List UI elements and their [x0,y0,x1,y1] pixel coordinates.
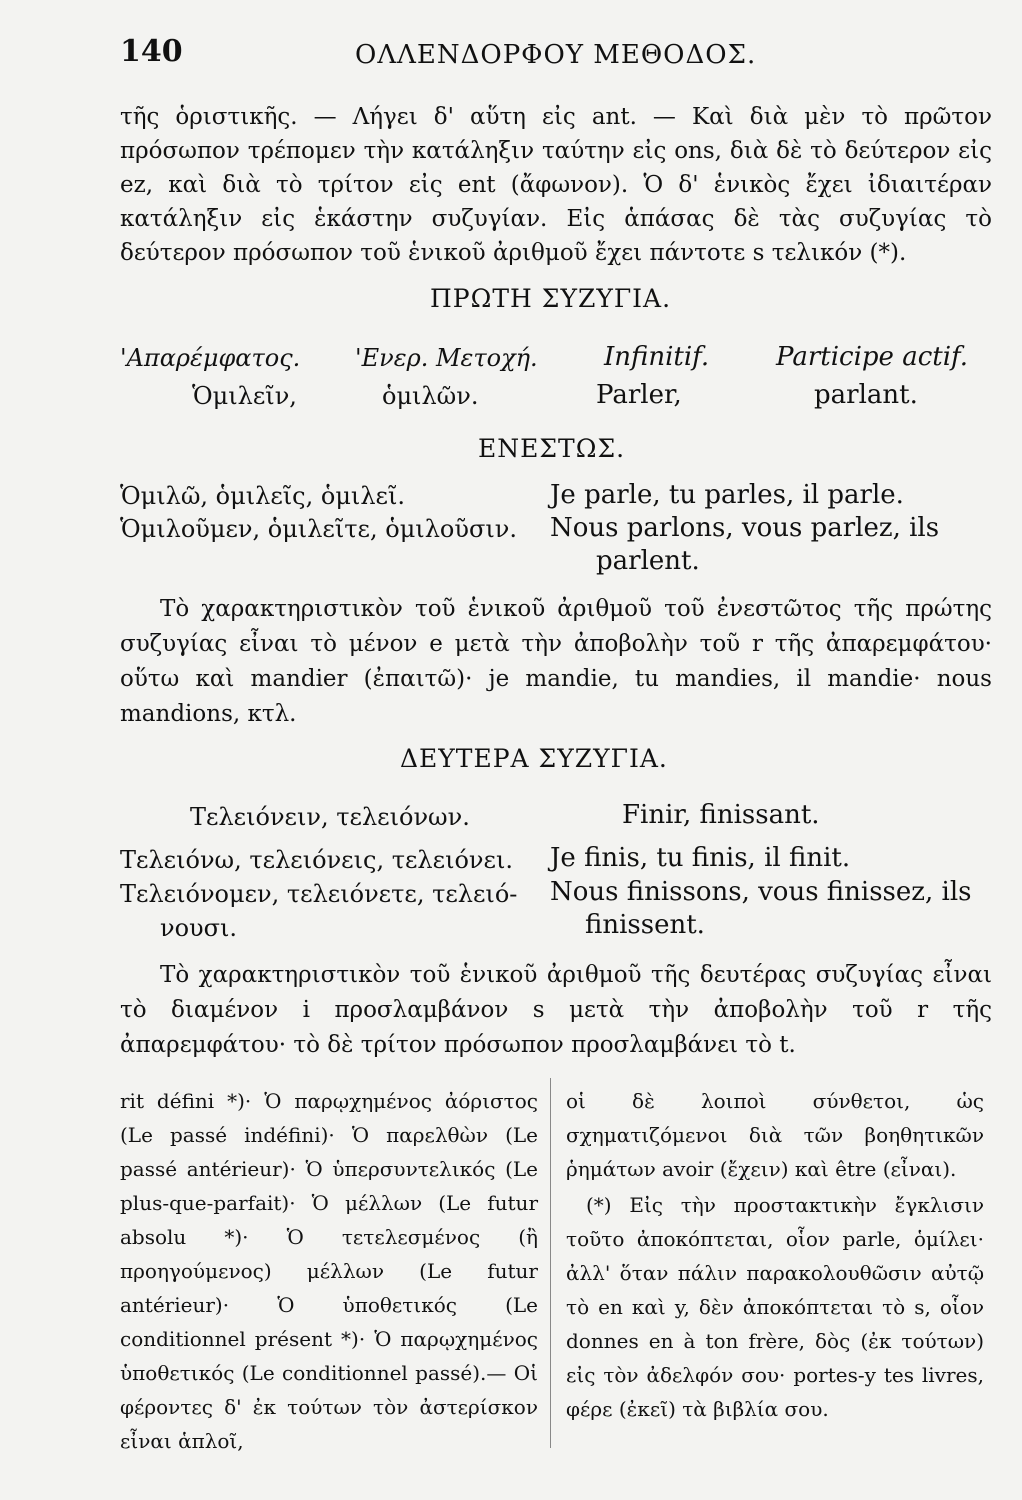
form-participle-french: parlant. [814,380,918,410]
second-present-french-plural-cont: finissent. [585,910,705,940]
first-conjugation-note: Τὸ χαρακτηριστικὸν τοῦ ἑνικοῦ ἀριθμοῦ τοῦ ἐνεστῶτος τῆς πρώτης συζυγίας εἶναι τὸ μένον e μετὰ τὴν ἀποβολὴν τοῦ r τῆς ἀπαρεμφάτου· οὕτω καὶ mandier (ἐπαιτῶ)· je mandie, tu mandies, il mandie· nous mandions, κτλ. [120,596,992,727]
label-participle-greek: 'Ενερ. Μετοχή. [355,344,538,372]
present-french-singular: Je parle, tu parles, il parle. [550,480,904,510]
second-forms-french: Finir, finissant. [622,800,820,830]
form-infinitive-french: Parler, [596,380,682,410]
footnote-left-column: rit défini *)· Ὁ παρῳχημένος ἀόριστος (Le passé indéfini)· Ὁ παρελθὼν (Le passé antérieur)· Ὁ ὑπερσυντελικός (Le plus-que-parfait)· Ὁ μέλλων (Le futur absolu *)· Ὁ τετελεσμένος (ἢ προηγούμενος) μέλλων (Le futur antérieur)· Ὁ ὑποθετικός (Le conditionnel présent *)· Ὁ παρῳχημένος ὑποθετικός (Le conditionnel passé).— Οἱ φέροντες δ' ἐκ τούτων τὸν ἀστερίσκον εἶναι ἁπλοῖ, [120,1089,538,1453]
label-infinitive-greek: 'Απαρέμφατος. [120,344,301,372]
page-number: 140 [120,34,183,69]
present-french-plural-cont: parlent. [596,546,700,576]
column-divider [550,1078,551,1448]
label-infinitive-french: Infinitif. [604,342,710,372]
second-present-greek-plural: Τελειόνομεν, τελειόνετε, τελειό- [120,880,518,908]
present-greek-plural: Ὁμιλοῦμεν, ὁμιλεῖτε, ὁμιλοῦσιν. [120,515,517,543]
label-participle-french: Participe actif. [776,342,968,372]
footnote-imperative-note: (*) Εἰς τὴν προστακτικὴν ἔγκλισιν τοῦτο ἀποκόπτεται, οἷον parle, ὁμίλει· ἀλλ' ὅταν πάλιν παρακολουθῶσιν αὐτῷ τὸ en καὶ y, δὲν ἀποκόπτεται τὸ s, οἷον donnes en à ton frère, δὸς (ἐκ τούτων) εἰς τὸν ἀδελφόν σου· portes-y tes livres, φέρε (ἐκεῖ) τὰ βιβλία σου. [566,1193,984,1421]
second-present-french-plural: Nous finissons, vous finissez, ils [550,877,972,907]
footnote-right-continuation: οἱ δὲ λοιποὶ σύνθετοι, ὡς σχηματιζόμενοι διὰ τῶν βοηθητικῶν ῥημάτων avoir (ἔχειν) καὶ être (εἶναι). [566,1089,984,1181]
second-forms-greek: Τελειόνειν, τελειόνων. [190,803,470,831]
second-conjugation-note: Τὸ χαρακτηριστικὸν τοῦ ἑνικοῦ ἀριθμοῦ τῆς δευτέρας συζυγίας εἶναι τὸ διαμένον i προσλαμβάνον s μετὰ τὴν ἀποβολὴν τοῦ r τῆς ἀπαρεμφάτου· τὸ δὲ τρίτον πρόσωπον προσλαμβάνει τὸ t. [120,962,992,1058]
form-participle-greek: ὁμιλῶν. [382,382,479,410]
form-infinitive-greek: Ὁμιλεῖν, [192,382,297,410]
running-title: ΟΛΛΕΝΔΟΡΦΟΥ ΜΕΘΟΔΟΣ. [355,40,757,70]
second-present-greek-plural-cont: νουσι. [160,914,238,942]
present-french-plural: Nous parlons, vous parlez, ils [550,513,940,543]
present-greek-singular: Ὁμιλῶ, ὁμιλεῖς, ὁμιλεῖ. [120,482,406,510]
present-tense-heading: ΕΝΕΣΤΩΣ. [478,434,626,463]
second-present-greek-singular: Τελειόνω, τελειόνεις, τελειόνει. [120,846,513,874]
first-conjugation-heading: ΠΡΩΤΗ ΣΥΖΥΓΙΑ. [430,284,672,313]
second-conjugation-heading: ΔΕΥΤΕΡΑ ΣΥΖΥΓΙΑ. [400,744,668,773]
second-present-french-singular: Je finis, tu finis, il finit. [550,843,851,873]
intro-paragraph: τῆς ὁριστικῆς. — Λήγει δ' αὕτη εἰς ant. — Καὶ διὰ μὲν τὸ πρῶτον πρόσωπον τρέπομεν τὴν κατάληξιν ταύτην εἰς ons, διὰ δὲ τὸ δεύτερον εἰς ez, καὶ διὰ τὸ τρίτον εἰς ent (ἄφωνον). Ὁ δ' ἑνικὸς ἔχει ἰδιαιτέραν κατάληξιν εἰς ἑκάστην συζυγίαν. Εἰς ἁπάσας δὲ τὰς συζυγίας τὸ δεύτερον πρόσωπον τοῦ ἑνικοῦ ἀριθμοῦ ἔχει πάντοτε s τελικόν (*). [120,104,992,266]
